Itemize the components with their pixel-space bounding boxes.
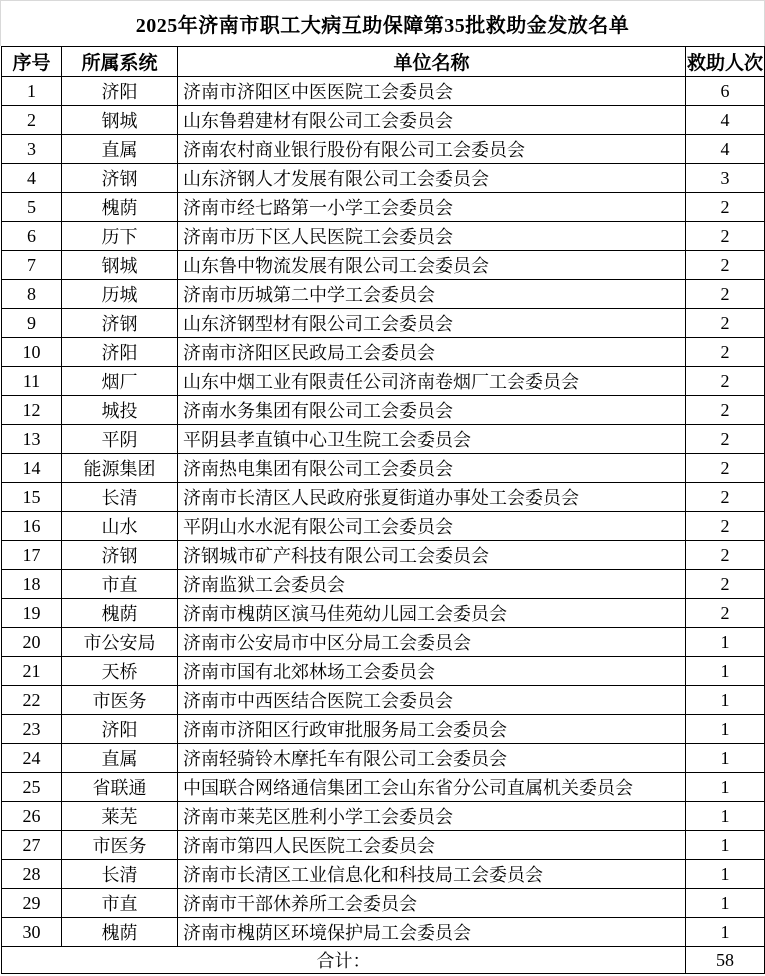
cell-system: 钢城 — [62, 251, 178, 280]
table-row — [2, 918, 765, 947]
cell-count: 2 — [686, 309, 765, 338]
table-row — [2, 744, 765, 773]
cell-unit: 济南市历下区人民医院工会委员会 — [178, 222, 686, 251]
cell-system: 槐荫 — [62, 918, 178, 947]
cell-unit: 济南水务集团有限公司工会委员会 — [178, 396, 686, 425]
cell-system: 济阳 — [62, 715, 178, 744]
cell-unit: 济南市济阳区民政局工会委员会 — [178, 338, 686, 367]
cell-unit: 济南市中西医结合医院工会委员会 — [178, 686, 686, 715]
cell-system: 历城 — [62, 280, 178, 309]
table-row — [2, 599, 765, 628]
cell-index: 25 — [2, 773, 62, 802]
cell-system: 烟厂 — [62, 367, 178, 396]
cell-count: 1 — [686, 918, 765, 947]
cell-system: 历下 — [62, 222, 178, 251]
cell-count: 2 — [686, 338, 765, 367]
cell-unit: 平阴山水水泥有限公司工会委员会 — [178, 512, 686, 541]
cell-count: 1 — [686, 802, 765, 831]
cell-index: 10 — [2, 338, 62, 367]
cell-count: 2 — [686, 425, 765, 454]
table-row — [2, 106, 765, 135]
cell-system: 莱芜 — [62, 802, 178, 831]
cell-unit: 济钢城市矿产科技有限公司工会委员会 — [178, 541, 686, 570]
cell-system: 市医务 — [62, 686, 178, 715]
cell-unit: 济南监狱工会委员会 — [178, 570, 686, 599]
cell-system: 市直 — [62, 889, 178, 918]
cell-index: 30 — [2, 918, 62, 947]
cell-count: 2 — [686, 570, 765, 599]
cell-system: 钢城 — [62, 106, 178, 135]
total-label: 合计： — [2, 947, 686, 974]
cell-unit: 平阴县孝直镇中心卫生院工会委员会 — [178, 425, 686, 454]
table-row — [2, 454, 765, 483]
table-row — [2, 541, 765, 570]
cell-index: 12 — [2, 396, 62, 425]
cell-unit: 济南市槐荫区演马佳苑幼儿园工会委员会 — [178, 599, 686, 628]
total-value: 58 — [686, 947, 765, 974]
header-cell-unit: 单位名称 — [178, 47, 686, 77]
cell-count: 2 — [686, 251, 765, 280]
cell-system: 槐荫 — [62, 599, 178, 628]
cell-unit: 济南市历城第二中学工会委员会 — [178, 280, 686, 309]
table-row — [2, 396, 765, 425]
cell-unit: 济南轻骑铃木摩托车有限公司工会委员会 — [178, 744, 686, 773]
table-row — [2, 77, 765, 106]
cell-index: 8 — [2, 280, 62, 309]
cell-system: 直属 — [62, 744, 178, 773]
cell-index: 27 — [2, 831, 62, 860]
header-cell-count: 救助人次 — [686, 47, 765, 77]
table-row — [2, 570, 765, 599]
cell-unit: 济南市公安局市中区分局工会委员会 — [178, 628, 686, 657]
cell-index: 16 — [2, 512, 62, 541]
cell-system: 济钢 — [62, 541, 178, 570]
table-row — [2, 280, 765, 309]
cell-system: 省联通 — [62, 773, 178, 802]
table-row — [2, 831, 765, 860]
cell-unit: 济南市长清区工业信息化和科技局工会委员会 — [178, 860, 686, 889]
cell-count: 1 — [686, 715, 765, 744]
table-row — [2, 773, 765, 802]
table-row — [2, 715, 765, 744]
cell-index: 7 — [2, 251, 62, 280]
header-cell-system: 所属系统 — [62, 47, 178, 77]
page-title: 2025年济南市职工大病互助保障第35批救助金发放名单 — [0, 0, 765, 46]
cell-system: 济阳 — [62, 77, 178, 106]
cell-index: 23 — [2, 715, 62, 744]
cell-index: 11 — [2, 367, 62, 396]
cell-index: 6 — [2, 222, 62, 251]
cell-index: 15 — [2, 483, 62, 512]
aid-disbursement-table — [1, 46, 765, 974]
table-row — [2, 483, 765, 512]
cell-unit: 济南热电集团有限公司工会委员会 — [178, 454, 686, 483]
cell-count: 1 — [686, 657, 765, 686]
table-row — [2, 367, 765, 396]
cell-count: 2 — [686, 280, 765, 309]
table-row — [2, 512, 765, 541]
cell-unit: 济南市槐荫区环境保护局工会委员会 — [178, 918, 686, 947]
cell-count: 4 — [686, 106, 765, 135]
table-row — [2, 860, 765, 889]
cell-count: 1 — [686, 860, 765, 889]
cell-index: 21 — [2, 657, 62, 686]
cell-system: 济钢 — [62, 164, 178, 193]
cell-count: 2 — [686, 541, 765, 570]
cell-count: 2 — [686, 512, 765, 541]
total-row — [2, 947, 765, 974]
cell-system: 能源集团 — [62, 454, 178, 483]
cell-index: 20 — [2, 628, 62, 657]
table-row — [2, 251, 765, 280]
cell-index: 5 — [2, 193, 62, 222]
cell-unit: 济南市第四人民医院工会委员会 — [178, 831, 686, 860]
cell-system: 山水 — [62, 512, 178, 541]
cell-count: 2 — [686, 483, 765, 512]
cell-count: 4 — [686, 135, 765, 164]
table-row — [2, 193, 765, 222]
cell-count: 1 — [686, 686, 765, 715]
cell-index: 14 — [2, 454, 62, 483]
cell-unit: 济南市长清区人民政府张夏街道办事处工会委员会 — [178, 483, 686, 512]
cell-system: 市医务 — [62, 831, 178, 860]
cell-count: 1 — [686, 744, 765, 773]
cell-index: 4 — [2, 164, 62, 193]
cell-count: 3 — [686, 164, 765, 193]
cell-index: 19 — [2, 599, 62, 628]
cell-unit: 山东鲁中物流发展有限公司工会委员会 — [178, 251, 686, 280]
cell-index: 3 — [2, 135, 62, 164]
cell-unit: 济南市国有北郊林场工会委员会 — [178, 657, 686, 686]
cell-unit: 济南市干部休养所工会委员会 — [178, 889, 686, 918]
cell-index: 22 — [2, 686, 62, 715]
cell-count: 2 — [686, 599, 765, 628]
cell-index: 18 — [2, 570, 62, 599]
cell-count: 2 — [686, 222, 765, 251]
cell-system: 市公安局 — [62, 628, 178, 657]
cell-system: 天桥 — [62, 657, 178, 686]
cell-index: 1 — [2, 77, 62, 106]
cell-index: 9 — [2, 309, 62, 338]
header-row — [2, 47, 765, 77]
cell-count: 2 — [686, 454, 765, 483]
cell-system: 济钢 — [62, 309, 178, 338]
table-row — [2, 309, 765, 338]
cell-system: 长清 — [62, 860, 178, 889]
cell-index: 29 — [2, 889, 62, 918]
cell-count: 1 — [686, 628, 765, 657]
table-row — [2, 657, 765, 686]
cell-unit: 济南市济阳区中医医院工会委员会 — [178, 77, 686, 106]
table-row — [2, 135, 765, 164]
table-row — [2, 889, 765, 918]
cell-index: 24 — [2, 744, 62, 773]
cell-system: 市直 — [62, 570, 178, 599]
cell-unit: 济南市经七路第一小学工会委员会 — [178, 193, 686, 222]
cell-system: 平阴 — [62, 425, 178, 454]
cell-index: 13 — [2, 425, 62, 454]
table-row — [2, 425, 765, 454]
cell-index: 26 — [2, 802, 62, 831]
cell-count: 6 — [686, 77, 765, 106]
cell-system: 槐荫 — [62, 193, 178, 222]
header-cell-index: 序号 — [2, 47, 62, 77]
cell-count: 1 — [686, 889, 765, 918]
cell-unit: 济南市济阳区行政审批服务局工会委员会 — [178, 715, 686, 744]
cell-unit: 山东济钢型材有限公司工会委员会 — [178, 309, 686, 338]
table-row — [2, 628, 765, 657]
table-row — [2, 222, 765, 251]
cell-index: 17 — [2, 541, 62, 570]
cell-unit: 山东中烟工业有限责任公司济南卷烟厂工会委员会 — [178, 367, 686, 396]
cell-index: 2 — [2, 106, 62, 135]
cell-unit: 山东鲁碧建材有限公司工会委员会 — [178, 106, 686, 135]
cell-unit: 山东济钢人才发展有限公司工会委员会 — [178, 164, 686, 193]
cell-count: 2 — [686, 193, 765, 222]
cell-count: 1 — [686, 773, 765, 802]
cell-count: 2 — [686, 396, 765, 425]
cell-unit: 济南市莱芜区胜利小学工会委员会 — [178, 802, 686, 831]
cell-system: 长清 — [62, 483, 178, 512]
table-row — [2, 802, 765, 831]
cell-unit: 济南农村商业银行股份有限公司工会委员会 — [178, 135, 686, 164]
cell-system: 直属 — [62, 135, 178, 164]
cell-system: 城投 — [62, 396, 178, 425]
cell-index: 28 — [2, 860, 62, 889]
table-row — [2, 164, 765, 193]
cell-system: 济阳 — [62, 338, 178, 367]
cell-count: 1 — [686, 831, 765, 860]
table-row — [2, 686, 765, 715]
cell-unit: 中国联合网络通信集团工会山东省分公司直属机关委员会 — [178, 773, 686, 802]
cell-count: 2 — [686, 367, 765, 396]
table-row — [2, 338, 765, 367]
